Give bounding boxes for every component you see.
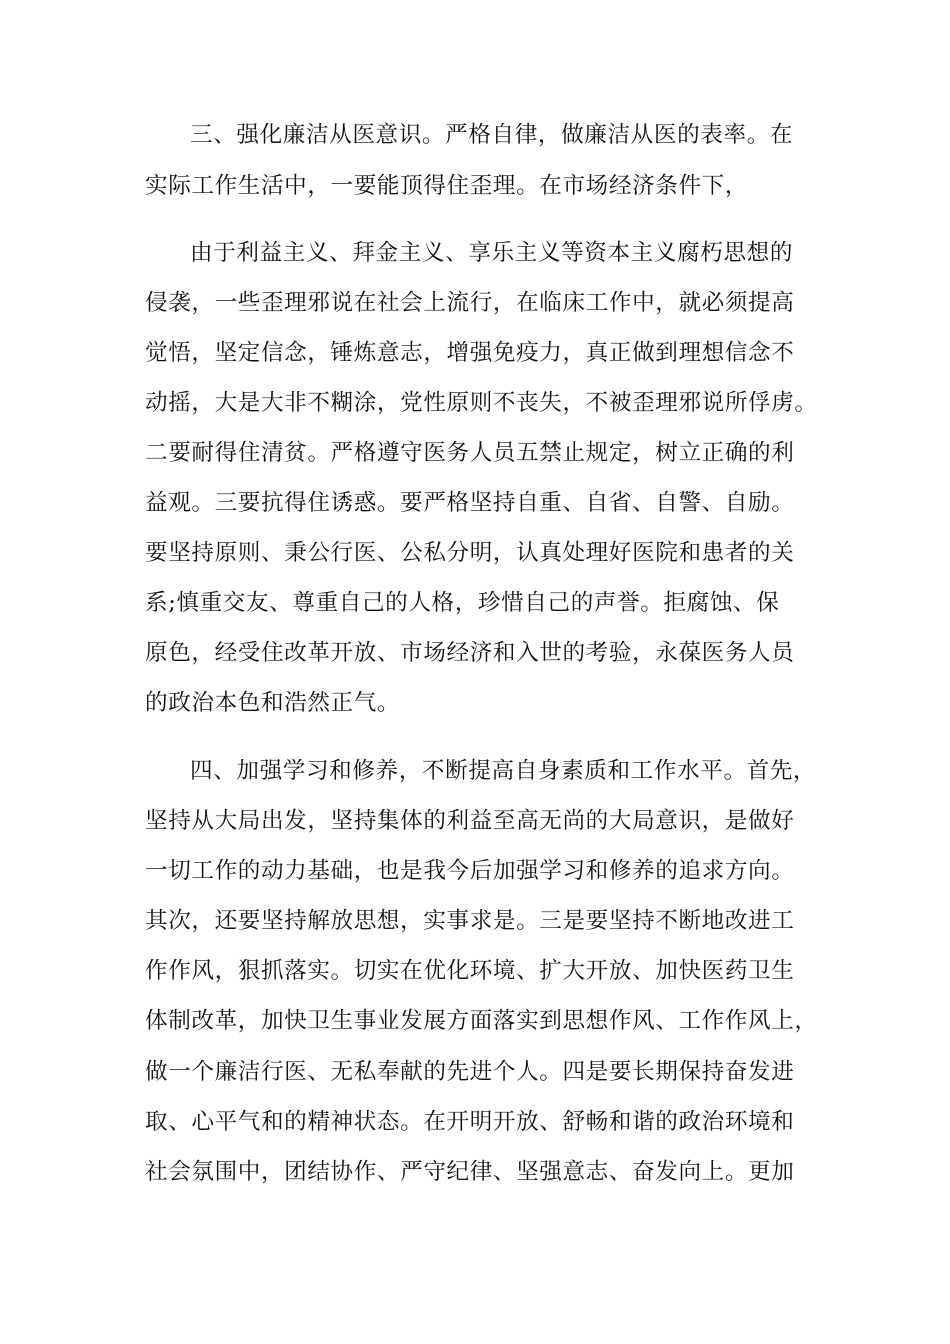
paragraph-2-line-4: 动摇，大是大非不糊涂，党性原则不丧失，不被歪理邪说所俘虏。: [145, 390, 818, 416]
paragraph-3-line-5: 作作风，狠抓落实。切实在优化环境、扩大开放、加快医药卫生: [145, 958, 795, 984]
paragraph-2-line-10: 的政治本色和浩然正气。: [145, 690, 401, 716]
paragraph-2-line-9: 原色，经受住改革开放、市场经济和入世的考验，永葆医务人员: [145, 640, 795, 666]
paragraph-3-line-1: 四、加强学习和修养，不断提高自身素质和工作水平。首先，: [190, 758, 817, 784]
paragraph-2-line-2: 侵袭，一些歪理邪说在社会上流行，在临床工作中，就必须提高: [145, 290, 795, 316]
paragraph-3-line-6: 体制改革，加快卫生事业发展方面落实到思想作风、工作作风上，: [145, 1008, 818, 1034]
paragraph-2-line-3: 觉悟，坚定信念，锤炼意志，增强免疫力，真正做到理想信念不: [145, 340, 795, 366]
paragraph-2-line-8: 系;慎重交友、尊重自己的人格，珍惜自己的声誉。拒腐蚀、保: [145, 590, 780, 616]
paragraph-3-line-4: 其次，还要坚持解放思想，实事求是。三是要坚持不断地改进工: [145, 908, 795, 934]
paragraph-3-line-9: 社会氛围中，团结协作、严守纪律、坚强意志、奋发向上。更加: [145, 1159, 795, 1185]
paragraph-3-line-2: 坚持从大局出发，坚持集体的利益至高无尚的大局意识，是做好: [145, 808, 795, 834]
paragraph-3-line-8: 取、心平气和的精神状态。在开明开放、舒畅和谐的政治环境和: [145, 1109, 795, 1135]
paragraph-2-line-1: 由于利益主义、拜金主义、享乐主义等资本主义腐朽思想的: [190, 240, 794, 266]
paragraph-2-line-7: 要坚持原则、秉公行医、公私分明，认真处理好医院和患者的关: [145, 540, 795, 566]
paragraph-2-line-6: 益观。三要抗得住诱惑。要严格坚持自重、自省、自警、自励。: [145, 490, 795, 516]
paragraph-2-line-5: 二要耐得住清贫。严格遵守医务人员五禁止规定，树立正确的利: [145, 440, 795, 466]
paragraph-1-line-1: 三、强化廉洁从医意识。严格自律，做廉洁从医的表率。在: [190, 122, 794, 148]
paragraph-3-line-7: 做一个廉洁行医、无私奉献的先进个人。四是要长期保持奋发进: [145, 1059, 795, 1085]
paragraph-3-line-3: 一切工作的动力基础，也是我今后加强学习和修养的追求方向。: [145, 858, 795, 884]
paragraph-1-line-2: 实际工作生活中，一要能顶得住歪理。在市场经济条件下，: [145, 173, 749, 199]
